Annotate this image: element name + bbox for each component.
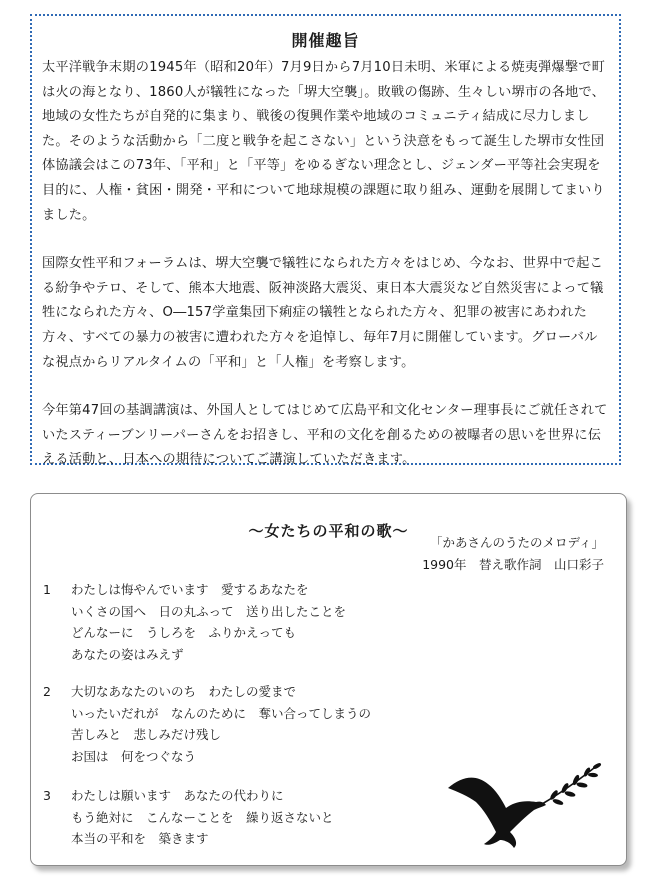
song-lyricist-credit: 1990年 替え歌作詞 山口彩子 [422,557,604,572]
peace-song-card [30,493,627,866]
purpose-paragraph-2: 国際女性平和フォーラムは、堺大空襲で犠牲になられた方々をはじめ、今なお、世界中で起こる紛争やテロ、そして、熊本大地震、阪神淡路大震災、東日本大震災など自然災害によって犠牲になられた方々、O―157学童集団下痢症の犠牲となられた方々、犯罪の被害にあわれた方々、すべての暴力の被害に遭われた方々を追悼し、毎年7月に開催しています。グローバルな視点からリアルタイムの「平和」と「人権」を考察します。 [42,256,604,370]
verse-2 [43,681,371,767]
verse-line: 本当の平和を 築きます [71,831,209,846]
verse-line: わたしは悔やんでいます 愛するあなたを [71,582,309,597]
verse-number: 1 [43,582,51,597]
verse-number: 2 [43,684,51,699]
event-purpose-section [30,14,621,468]
verse-line: いったいだれが なんのために 奪い合ってしまうの [71,705,372,721]
verse-line: お国は 何をつぐなう [71,748,197,764]
purpose-paragraph-1: 太平洋戦争末期の1945年（昭和20年）7月9日から7月10日未明、米軍による焼夷弾爆撃で町は火の海となり、1860人が犠牲になった「堺大空襲」。敗戦の傷跡、生々しい堺市の各地で、地域の女性たちが自発的に集まり、戦後の復興作業や地域のコミュニティ結成に尽力しました。そのような活動から「二度と戦争を起こさない」という決意をもって誕生した堺市女性団体協議会はこの73年、「平和」と「平等」をゆるぎない理念とし、ジェンダー平等社会実現を目的に、人権・貧困・開発・平和について地球規模の課題に取り組み、運動を展開してまいりました。 [42,60,606,223]
dove-with-olive-branch-icon [444,758,604,850]
purpose-paragraph-3: 今年第47回の基調講演は、外国人としてはじめて広島平和文化センター理事長にご就任されていたスティーブンリーパーさんをお招きし、平和の文化を創るための被曝者の思いを世界に伝える活動と、日本への期待についてご講演していただきます。 [42,403,608,468]
verse-line: 苦しみと 悲しみだけ残し [71,727,222,742]
song-title: ～女たちの平和の歌～ [248,522,409,541]
verse-number: 3 [43,788,51,803]
verse-3 [43,785,334,850]
verse-line: わたしは願います あなたの代わりに [71,788,284,803]
purpose-heading: 開催趣旨 [291,31,360,50]
song-melody: 「かあさんのうたのメロディ」 [429,535,604,550]
song-credits [422,532,604,576]
verse-line: どんなーに うしろを ふりかえっても [71,625,297,640]
olive-branch-icon [542,763,601,806]
verse-line: もう絶対に こんなーことを 繰り返さないと [71,809,334,825]
verse-line: あなたの姿はみえず [71,646,184,662]
verse-line: いくさの国へ 日の丸ふって 送り出したことを [71,603,347,619]
verse-1 [43,579,346,665]
verse-line: 大切なあなたのいのち わたしの愛まで [71,684,297,699]
dove-body-icon [448,778,546,848]
